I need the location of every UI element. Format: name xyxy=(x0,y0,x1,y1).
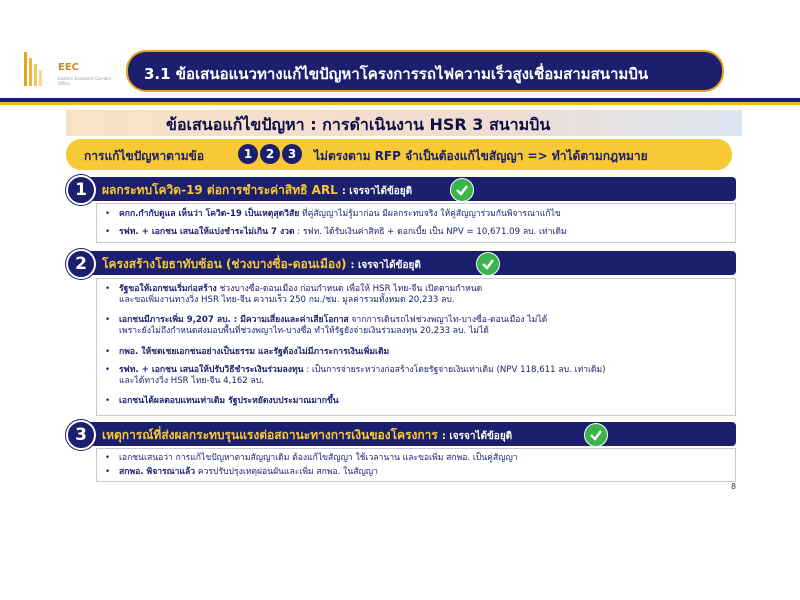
section-1-header xyxy=(84,177,736,201)
banner-number-1: 1 xyxy=(238,144,258,164)
subtitle: ข้อเสนอแก้ไขปัญหา : การดำเนินงาน HSR 3 สนามบิน xyxy=(166,115,551,134)
banner-prefix: การแก้ไขปัญหาตามข้อ xyxy=(84,149,205,163)
section-2-number: 2 xyxy=(66,249,96,279)
banner-number-3: 3 xyxy=(282,144,302,164)
page-number: 8 xyxy=(731,482,737,491)
section-1-box: • คกก.กำกับดูแล เห็นว่า โควิด-19 เป็นเหตุสุดวิสัย ที่คู่สัญญาไม่รู้มาก่อน มีผลกระทบจริง ให้คู่สัญญาร่วมกันพิจารณาแก้ไข • รฟท. + เอกชน เสนอให้แบ่งชำระไม่เกิน 7 งวด : รฟท. ได้รับเงินค่าสิทธิ + ดอกเบี้ย เป็น NPV = 10,671.09 ลบ. เท่าเดิม xyxy=(96,203,736,243)
section-1-number: 1 xyxy=(66,175,96,205)
section-3-status: : เจรจาได้ข้อยุติ xyxy=(441,431,513,442)
page-title: 3.1 ข้อเสนอแนวทางแก้ไขปัญหาโครงการรถไฟความเร็วสูงเชื่อมสามสนามบิน xyxy=(144,65,649,83)
check-icon xyxy=(450,178,474,202)
eec-logo xyxy=(22,50,112,90)
subtitle-bar xyxy=(66,110,742,136)
logo-text: EEC xyxy=(58,62,80,73)
section-1-status: : เจรจาได้ข้อยุติ xyxy=(341,186,413,197)
section-3-title: เหตุการณ์ที่ส่งผลกระทบรุนแรงต่อสถานะทางการเงินของโครงการ : เจรจาได้ข้อยุติ xyxy=(102,428,513,442)
check-icon xyxy=(584,423,608,447)
section-2-title: โครงสร้างโยธาทับซ้อน (ช่วงบางซื่อ-ดอนเมือง) : เจรจาได้ข้อยุติ xyxy=(102,257,421,271)
summary-banner xyxy=(66,139,732,170)
banner-number-2: 2 xyxy=(260,144,280,164)
banner-suffix: ไม่ตรงตาม RFP จำเป็นต้องแก้ไขสัญญา => ทำได้ตามกฎหมาย xyxy=(314,149,648,163)
check-icon xyxy=(476,252,500,276)
eec-logo-mark-icon xyxy=(22,50,56,90)
section-3-box: • เอกชนเสนอว่า การแก้ไขปัญหาตามสัญญาเดิม ต้องแก้ไขสัญญา ใช้เวลานาน และขอเพิ่ม สกพอ. เป็นคู่สัญญา • สกพอ. พิจารณาแล้ว ควรปรับปรุงเหตุผ่อนผันและเพิ่ม สกพอ. ในสัญญา xyxy=(96,448,736,482)
logo-subtitle: Eastern Economic Corridor Office xyxy=(58,76,112,86)
section-2-status: : เจรจาได้ข้อยุติ xyxy=(350,260,421,271)
section-2-header xyxy=(84,251,736,275)
header-rule-gold xyxy=(0,102,800,105)
section-3-header xyxy=(84,422,736,446)
section-2-box: • รัฐขอให้เอกชนเริ่มก่อสร้าง ช่วงบางซื่อ-ดอนเมือง ก่อนกำหนด เพื่อให้ HSR ไทย-จีน เปิดตามกำหนด และขอเพิ่มงานทางวิ่ง HSR ไทย-จีน ความเร็ว 250 กม./ชม. มูลค่ารวมทั้งหมด 20,233 ลบ. • เอกชนมีภาระเพิ่ม 9,207 ลบ. : มีความเสี่ยงและค่าเสียโอกาส จากการเดินรถไฟช่วงพญาไท-บางซื่อ-ดอนเมือง ไม่ได้ เพราะยังไม่ถึงกำหนดส่งมอบพื้นที่ช่วงพญาไท-บางซื่อ ทำให้รัฐยังจ่ายเงินร่วมลงทุน 20,233 ลบ. ไม่ได้ • กพอ. ให้ชดเชยเอกชนอย่างเป็นธรรม และรัฐต้องไม่มีภาระการเงินเพิ่มเติม • รฟท. + เอกชน เสนอให้ปรับวิธีชำระเงินร่วมลงทุน : เป็นการจ่ายระหว่างก่อสร้างโดยรัฐจ่ายเงินเท่าเดิม (NPV 118,611 ลบ. เท่าเดิม) และได้ทางวิ่ง HSR ไทย-จีน 4,162 ลบ. • เอกชนได้ผลตอบแทนเท่าเดิม รัฐประหยัดงบประมาณมากขึ้น xyxy=(96,278,736,416)
section-1-title: ผลกระทบโควิด-19 ต่อการชำระค่าสิทธิ ARL : เจรจาได้ข้อยุติ xyxy=(102,183,413,197)
section-3-number: 3 xyxy=(66,420,96,450)
page-title-bar xyxy=(126,50,724,92)
